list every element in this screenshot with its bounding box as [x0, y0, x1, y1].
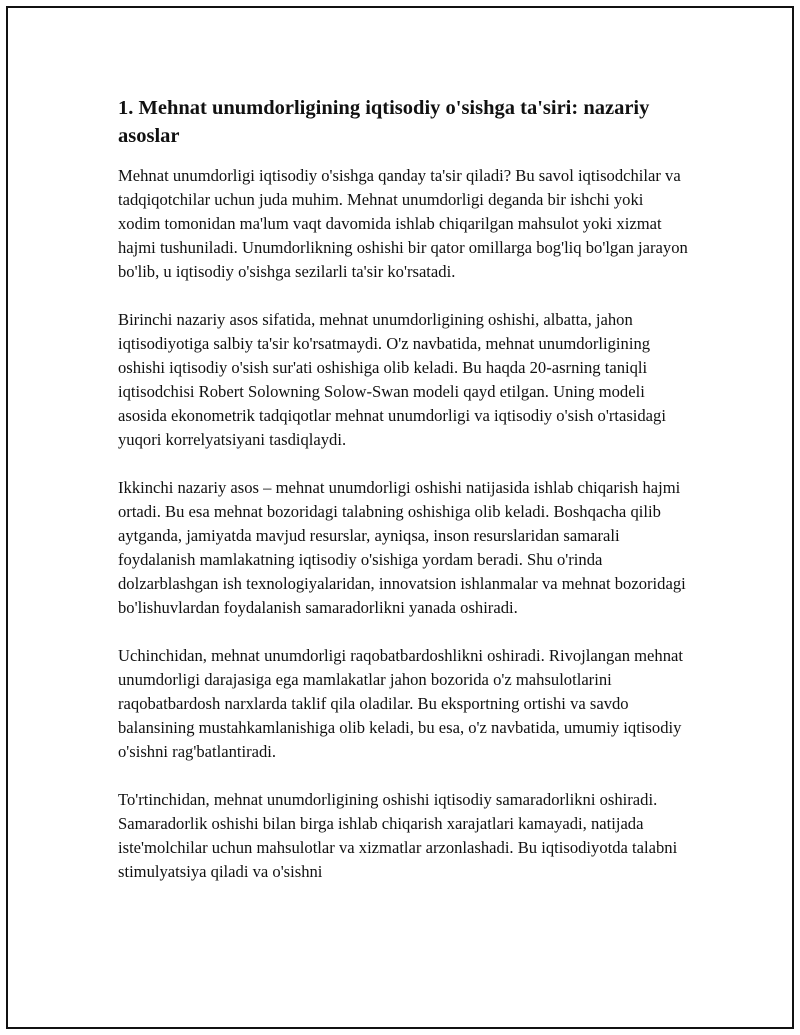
document-body [118, 94, 688, 908]
paragraph-second-basis: Ikkinchi nazariy asos – mehnat unumdorligi oshishi natijasida ishlab chiqarish hajmi ortadi. Bu esa mehnat bozoridagi talabning oshishiga olib keladi. Boshqacha qilib aytganda, jamiyatda mavjud resurslar, ayniqsa, inson resurslaridan samarali foydalanish mamlakatning iqtisodiy o'sishiga yordam beradi. Shu o'rinda dolzarblashgan ish texnologiyalaridan, innovatsion ishlanmalar va mehnat bozoridagi bo'lishuvlardan foydalanish samaradorlikni yanada oshiradi. [118, 478, 686, 617]
paragraph-third-point: Uchinchidan, mehnat unumdorligi raqobatbardoshlikni oshiradi. Rivojlangan mehnat unumdorligi darajasiga ega mamlakatlar jahon bozorida o'z mahsulotlarini raqobatbardosh narxlarda taklif qila oladilar. Bu eksportning ortishi va savdo balansining mustahkamlanishiga olib keladi, bu esa, o'z navbatida, umumiy iqtisodiy o'sishni rag'batlantiradi. [118, 646, 683, 761]
paragraph-fourth-point: To'rtinchidan, mehnat unumdorligining oshishi iqtisodiy samaradorlikni oshiradi. Samaradorlik oshishi bilan birga ishlab chiqarish xarajatlari kamayadi, natijada iste'molchilar uchun mahsulotlar va xizmatlar arzonlashadi. Bu iqtisodiyotda talabni stimulyatsiya qiladi va o'sishni [118, 790, 678, 881]
paragraph-intro: Mehnat unumdorligi iqtisodiy o'sishga qanday ta'sir qiladi? Bu savol iqtisodchilar va tadqiqotchilar uchun juda muhim. Mehnat unumdorligi deganda bir ishchi yoki xodim tomonidan ma'lum vaqt davomida ishlab chiqarilgan mahsulot yoki xizmat hajmi tushuniladi. Unumdorlikning oshishi bir qator omillarga bog'liq bo'lgan jarayon bo'lib, u iqtisodiy o'sishga sezilarli ta'sir ko'rsatadi. [118, 166, 688, 281]
paragraph-first-basis: Birinchi nazariy asos sifatida, mehnat unumdorligining oshishi, albatta, jahon iqtisodiyotiga salbiy ta'sir ko'rsatmaydi. O'z navbatida, mehnat unumdorligining oshishi iqtisodiy o'sish sur'ati oshishiga olib keladi. Bu haqda 20-asrning taniqli iqtisodchisi Robert Solowning Solow-Swan modeli qayd etilgan. Uning modeli asosida ekonometrik tadqiqotlar mehnat unumdorligi va iqtisodiy o'sish o'rtasidagi yuqori korrelyatsiyani tasdiqlaydi. [118, 310, 666, 449]
section-heading: 1. Mehnat unumdorligining iqtisodiy o'sishga ta'siri: nazariy asoslar [118, 97, 650, 147]
